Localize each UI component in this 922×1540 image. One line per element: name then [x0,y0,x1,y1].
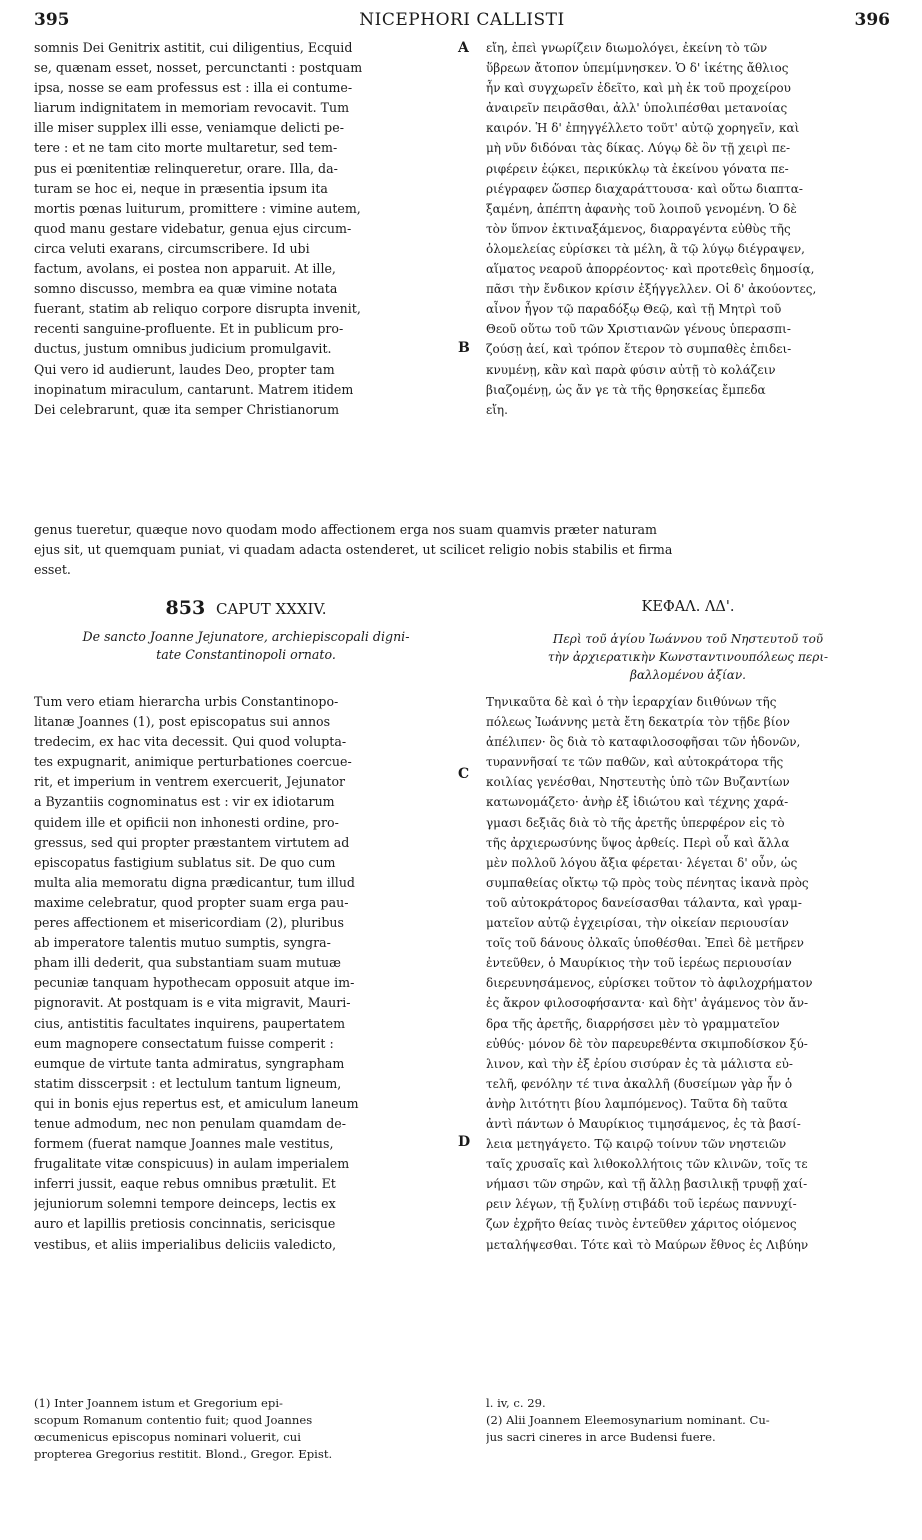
text-line: τοῖς τοῦ δάνους ὀλκαῖς ὑποθέσθαι. Ἐπεὶ δὲ μετῆρεν [486,936,804,951]
text-line: pus ei pœnitentiæ relinqueretur, orare. Illa, da- [34,160,338,176]
running-header [34,6,890,38]
subtitle-line: De sancto Joanne Jejunatore, archiepiscopali digni- [82,629,410,644]
text-line: auro et lapillis pretiosis concinnatis, sericisque [34,1216,336,1232]
text-line: ipsa, nosse se eam professus est : illa ei contume- [34,80,353,96]
text-line: Τηνικαῦτα δὲ καὶ ὁ τὴν ἱεραρχίαν διιθύνων τῆς [486,695,777,709]
text-line: κοιλίας γενέσθαι, Νηστευτὴς ὑπὸ τῶν Βυζαντίων [486,775,790,790]
text-line: βιαζομένῃ, ὡς ἄν γε τὰ τῆς θρησκείας ἔμπεδα [486,382,766,397]
text-line: maxime celebratur, quod propter suam erga pau- [34,894,349,910]
text-line: somno discusso, membra ea quæ vimine notata [34,281,338,297]
text-line: ἀπέλιπεν· ὃς διὰ τὸ καταφιλοσοφῆσαι τῶν ἡδονῶν, [486,735,801,750]
text-line: rit, et imperium in ventrem exercuerit, Jejunator [34,774,346,790]
text-line: statim disscerpsit : et lectulum tantum ligneum, [34,1075,342,1091]
text-line: tes expugnarit, animique perturbationes coercue- [34,754,352,770]
chapter-heading-greek: ΚΕΦΑΛ. ΛΔ'. [641,599,735,615]
text-line: κνυμένῃ, κἂν καὶ παρὰ φύσιν αὐτῇ τὸ κολάζειν [486,362,776,377]
text-line: νήμασι τῶν σηρῶν, καὶ τῇ ἄλλῃ βασιλικῇ τρυφῇ χαί- [486,1177,808,1192]
text-line: eum magnopere consectatum fuisse comperit : [34,1035,334,1051]
greek-column-body [486,692,890,1255]
text-line: quidem ille et opificii non inhonesti ordine, pro- [34,814,339,830]
text-line: ματεῖον αὐτῷ ἐγχειρίσαι, τὴν οἰκείαν περιουσίαν [486,916,789,931]
page-number-right: 396 [854,10,890,30]
footnote-line: (1) Inter Joannem istum et Gregorium epi- [34,1396,283,1410]
text-line: λεια μετηγάγετο. Τῷ καιρῷ τοίνυν τῶν νηστειῶν [486,1137,787,1152]
text-line: δρα τῆς ἀρετῆς, διαρρήσσει μὲν τὸ γραμματεῖον [486,1016,780,1031]
text-line: ἀντὶ πάντων ὁ Μαυρίκιος τιμησάμενος, ἐς τὰ βασί- [486,1116,801,1131]
text-line: μὴ νῦν διδόναι τὰς δίκας. Λύγῳ δὲ ὃν τῇ χειρὶ πε- [486,141,791,156]
text-line: liarum indignitatem in memoriam revocavit. Tum [34,100,350,116]
text-line: esset. [34,562,71,578]
text-line: pecuniæ tanquam hypothecam opposuit atque im- [34,975,355,991]
text-line: fuerant, statim ab reliquo corpore disrupta invenit, [34,301,361,317]
text-line: Tum vero etiam hierarcha urbis Constantinopo- [34,694,339,709]
text-line: pham illi dederit, qua substantiam suam mutuæ [34,955,341,971]
text-line: τυραννῆσαί τε τῶν παθῶν, καὶ αὐτοκράτορα τῆς [486,755,784,770]
text-line: αἶνον ἦγον τῷ παραδόξῳ Θεῷ, καὶ τῇ Μητρὶ τοῦ [486,302,782,317]
text-line: μὲν πολλοῦ λόγου ἄξια φέρεται· λέγεται δ' οὖν, ὡς [486,855,798,870]
text-line: ὕβρεων ἄτοπον ὑπεμίμνησκεν. Ὁ δ' ἱκέτης ἄθλιος [486,61,789,76]
text-line: episcopatus fastigium sublatus sit. De quo cum [34,854,336,870]
latin-column-body [34,692,458,1255]
text-line: τὸν ὕπνον ἐκτιναξάμενος, διαρραγέντα εὐθὺς τῆς [486,221,791,236]
text-line: Θεοῦ οὕτω τοῦ τῶν Χριστιανῶν γένους ὑπερασπι- [486,322,791,337]
text-line: τελῆ, φενόλην τέ τινα ἀκαλλῆ (δυσείμων γὰρ ἦν ὁ [486,1076,793,1091]
text-line: tenue admodum, nec non penulam quamdam de- [34,1115,346,1131]
text-line: διερευνησάμενος, εὑρίσκει τοῦτον τὸ ἀφιλοχρήματον [486,976,813,991]
text-line: εἴη, ἐπεὶ γνωρίζειν διωμολόγει, ἐκείνη τὸ τῶν [486,41,768,55]
text-line: pignoravit. At postquam is e vita migravit, Mauri- [34,995,351,1011]
text-line: mortis pœnas luiturum, promittere : vimine autem, [34,200,361,216]
text-line: frugalitate vitæ conspicuus) in aulam imperialem [34,1156,350,1172]
text-line: τῆς ἀρχιερωσύνης ὕψος ἀρθείς. Περὶ οὗ καὶ ἄλλα [486,835,790,850]
chapter-column-number: 853 [165,597,206,619]
text-line: eumque de virtute tanta admiratus, syngrapham [34,1055,345,1071]
text-line: αἵματος νεαροῦ ἀπορρέοντος· καὶ προτεθεὶς δημοσίᾳ, [486,262,815,277]
text-line: λινον, καὶ τὴν ἐξ ἐρίου σισύραν ἐς τὰ μάλιστα εὐ- [486,1056,793,1071]
text-line: κατωνομάζετο· ἀνὴρ ἐξ ἰδιώτου καὶ τέχνης χαρά- [486,795,789,810]
running-title: NICEPHORI CALLISTI [359,10,565,30]
page-number-left: 395 [34,10,70,30]
text-line: somnis Dei Genitrix astitit, cui diligentius, Ecquid [34,40,353,55]
text-line: εὐθύς· μόνον δὲ τὸν παρευρεθέντα σκιμποδίσκον ξύ- [486,1036,808,1051]
text-line: ριφέρειν ἐῴκει, περικύκλῳ τὰ ἐκείνου γόνατα πε- [486,161,789,176]
subtitle-line: βαλλομένου ἀξίαν. [630,668,746,682]
margin-marker-a: A [458,40,469,56]
footnote-line: (2) Alii Joannem Eleemosynarium nominant. Cu- [486,1413,770,1427]
chapter-subtitle-latin [34,628,458,664]
latin-full-width-text [34,520,890,580]
text-line: inopinatum miraculum, cantarunt. Matrem itidem [34,381,354,397]
text-line: inferri jussit, eaque rebus omnibus prætulit. Et [34,1176,336,1192]
text-line: multa alia memoratu digna prædicantur, tum illud [34,874,355,890]
text-line: Dei celebrarunt, quæ ita semper Christianorum [34,401,340,417]
greek-column-top [486,38,890,420]
text-line: litanæ Joannes (1), post episcopatus sui annos [34,714,331,730]
text-line: genus tueretur, quæque novo quodam modo affectionem erga nos suam quamvis præter naturam [34,522,657,537]
footnote-line: scopum Romanum contentio fuit; quod Joannes [34,1413,313,1427]
text-line: ὁλομελείας εὑρίσκει τὰ μέλη, ἃ τῷ λύγῳ διέγραψεν, [486,241,805,256]
text-line: ζων ἐχρῆτο θείας τινὸς ἐντεῦθεν χάριτος οἰόμενος [486,1217,797,1232]
text-line: tredecim, ex hac vita decessit. Qui quod volupta- [34,734,347,750]
text-line: quod manu gestare videbatur, genua ejus circum- [34,220,352,236]
text-line: ταῖς χρυσαῖς καὶ λιθοκολλήτοις τῶν κλινῶν, τοῖς τε [486,1157,808,1172]
text-line: ἐντεῦθεν, ὁ Μαυρίκιος τὴν τοῦ ἱερέως περιουσίαν [486,956,792,971]
text-line: ἐς ἄκρον φιλοσοφήσαντα· καὶ δὴτ' ἀγάμενος τὸν ἄν- [486,996,809,1011]
text-line: qui in bonis ejus repertus est, et amiculum laneum [34,1095,359,1111]
text-line: cius, antistitis facultates inquirens, paupertatem [34,1015,346,1031]
footnotes-right [486,1395,890,1446]
text-line: ξαμένη, ἀπέπτη ἀφανὴς τοῦ λοιποῦ γενομένη. Ὁ δὲ [486,201,797,216]
footnotes-left [34,1395,458,1463]
margin-marker-c: C [458,766,470,782]
text-line: ρειν λέγων, τῇ ξυλίνῃ στιβάδι τοῦ ἱερέως παννυχί- [486,1197,797,1212]
text-line: ille miser supplex illi esse, veniamque delicti pe- [34,120,344,136]
footnote-line: l. iv, c. 29. [486,1396,546,1410]
text-line: jejuniorum solemni tempore deinceps, lectis ex [34,1196,336,1212]
text-line: πᾶσι τὴν ἔνδικον κρίσιν ἐξήγγελλεν. Οἱ δ' ἀκούοντες, [486,282,817,297]
text-line: μεταλήψεσθαι. Τότε καὶ τὸ Μαύρων ἔθνος ἐς Λιβύην [486,1237,809,1252]
text-line: ejus sit, ut quemquam puniat, vi quadam adacta ostenderet, ut scilicet religio nobis stabilis et firma [34,542,673,558]
text-line: συμπαθείας οἴκτῳ τῷ πρὸς τοὺς πένητας ἱκανὰ πρὸς [486,875,809,890]
subtitle-line: Περὶ τοῦ ἁγίου Ἰωάννου τοῦ Νηστευτοῦ τοῦ [552,632,824,646]
text-line: ζούσῃ ἀεί, καὶ τρόπον ἕτερον τὸ συμπαθὲς ἐπιδει- [486,342,792,357]
footnote-line: jus sacri cineres in arce Budensi fuere. [486,1430,716,1444]
subtitle-line: τὴν ἀρχιερατικὴν Κωνσταντινουπόλεως περι- [547,650,829,664]
text-line: formem (fuerat namque Joannes male vestitus, [34,1136,334,1152]
text-line: peres affectionem et misericordiam (2), pluribus [34,915,344,931]
text-line: gressus, sed qui propter præstantem virtutem ad [34,834,350,850]
text-line: πόλεως Ἰωάννης μετὰ ἔτη δεκατρία τὸν τῇδε βίον [486,715,790,730]
latin-column-top [34,38,458,420]
chapter-subtitle-greek [486,630,890,684]
text-line: ductus, justum omnibus judicium promulgavit. [34,341,332,357]
text-line: ἦν καὶ συγχωρεῖν ἐδεῖτο, καὶ μὴ ἐκ τοῦ προχείρου [486,81,791,96]
text-line: γμασι δεξιᾶς διὰ τὸ τῆς ἀρετῆς ὑπερφέρον εἰς τὸ [486,815,785,830]
text-line: ἀνὴρ λιτότητι βίου λαμπόμενος). Ταῦτα δὴ ταῦτα [486,1096,788,1111]
text-line: turam se hoc ei, neque in præsentia ipsum ita [34,180,328,196]
text-line: Qui vero id audierunt, laudes Deo, propter tam [34,361,335,377]
chapter-label-latin: CAPUT XXXIV. [215,600,327,618]
footnote-line: propterea Gregorius restitit. Blond., Gregor. Epist. [34,1447,333,1461]
text-line: factum, avolans, ei postea non apparuit. At ille, [34,261,336,277]
text-line: a Byzantiis cognominatus est : vir ex idiotarum [34,794,335,810]
text-line: ριέγραφεν ὥσπερ διαχαράττουσα· καὶ οὕτω διαπτα- [486,181,803,196]
margin-marker-b: B [458,340,470,356]
text-line: ἀναιρεῖν πειρᾶσθαι, ἀλλ' ὑπολιπέσθαι μετανοίας [486,101,788,116]
text-line: vestibus, et aliis imperialibus deliciis valedicto, [34,1236,337,1252]
text-line: tere : et ne tam cito morte multaretur, sed tem- [34,140,338,156]
text-line: καιρόν. Ἡ δ' ἐπηγγέλλετο τοῦτ' αὐτῷ χορηγεῖν, καὶ [486,121,800,136]
text-line: τοῦ αὐτοκράτορος δανείσασθαι τάλαντα, καὶ γραμ- [486,895,802,910]
footnote-line: œcumenicus episcopus nominari voluerit, cui [34,1430,301,1444]
text-line: recenti sanguine-profluente. Et in publicum pro- [34,321,344,337]
text-line: ab imperatore talentis mutuo sumptis, syngra- [34,935,331,951]
text-line: se, quænam esset, nosset, percunctanti : postquam [34,60,363,76]
text-line: εἴη. [486,402,508,417]
subtitle-line: tate Constantinopoli ornato. [156,647,336,662]
margin-marker-d: D [458,1134,471,1150]
chapter-heading-latin [34,597,458,619]
text-line: circa veluti exarans, circumscribere. Id ubi [34,240,310,256]
